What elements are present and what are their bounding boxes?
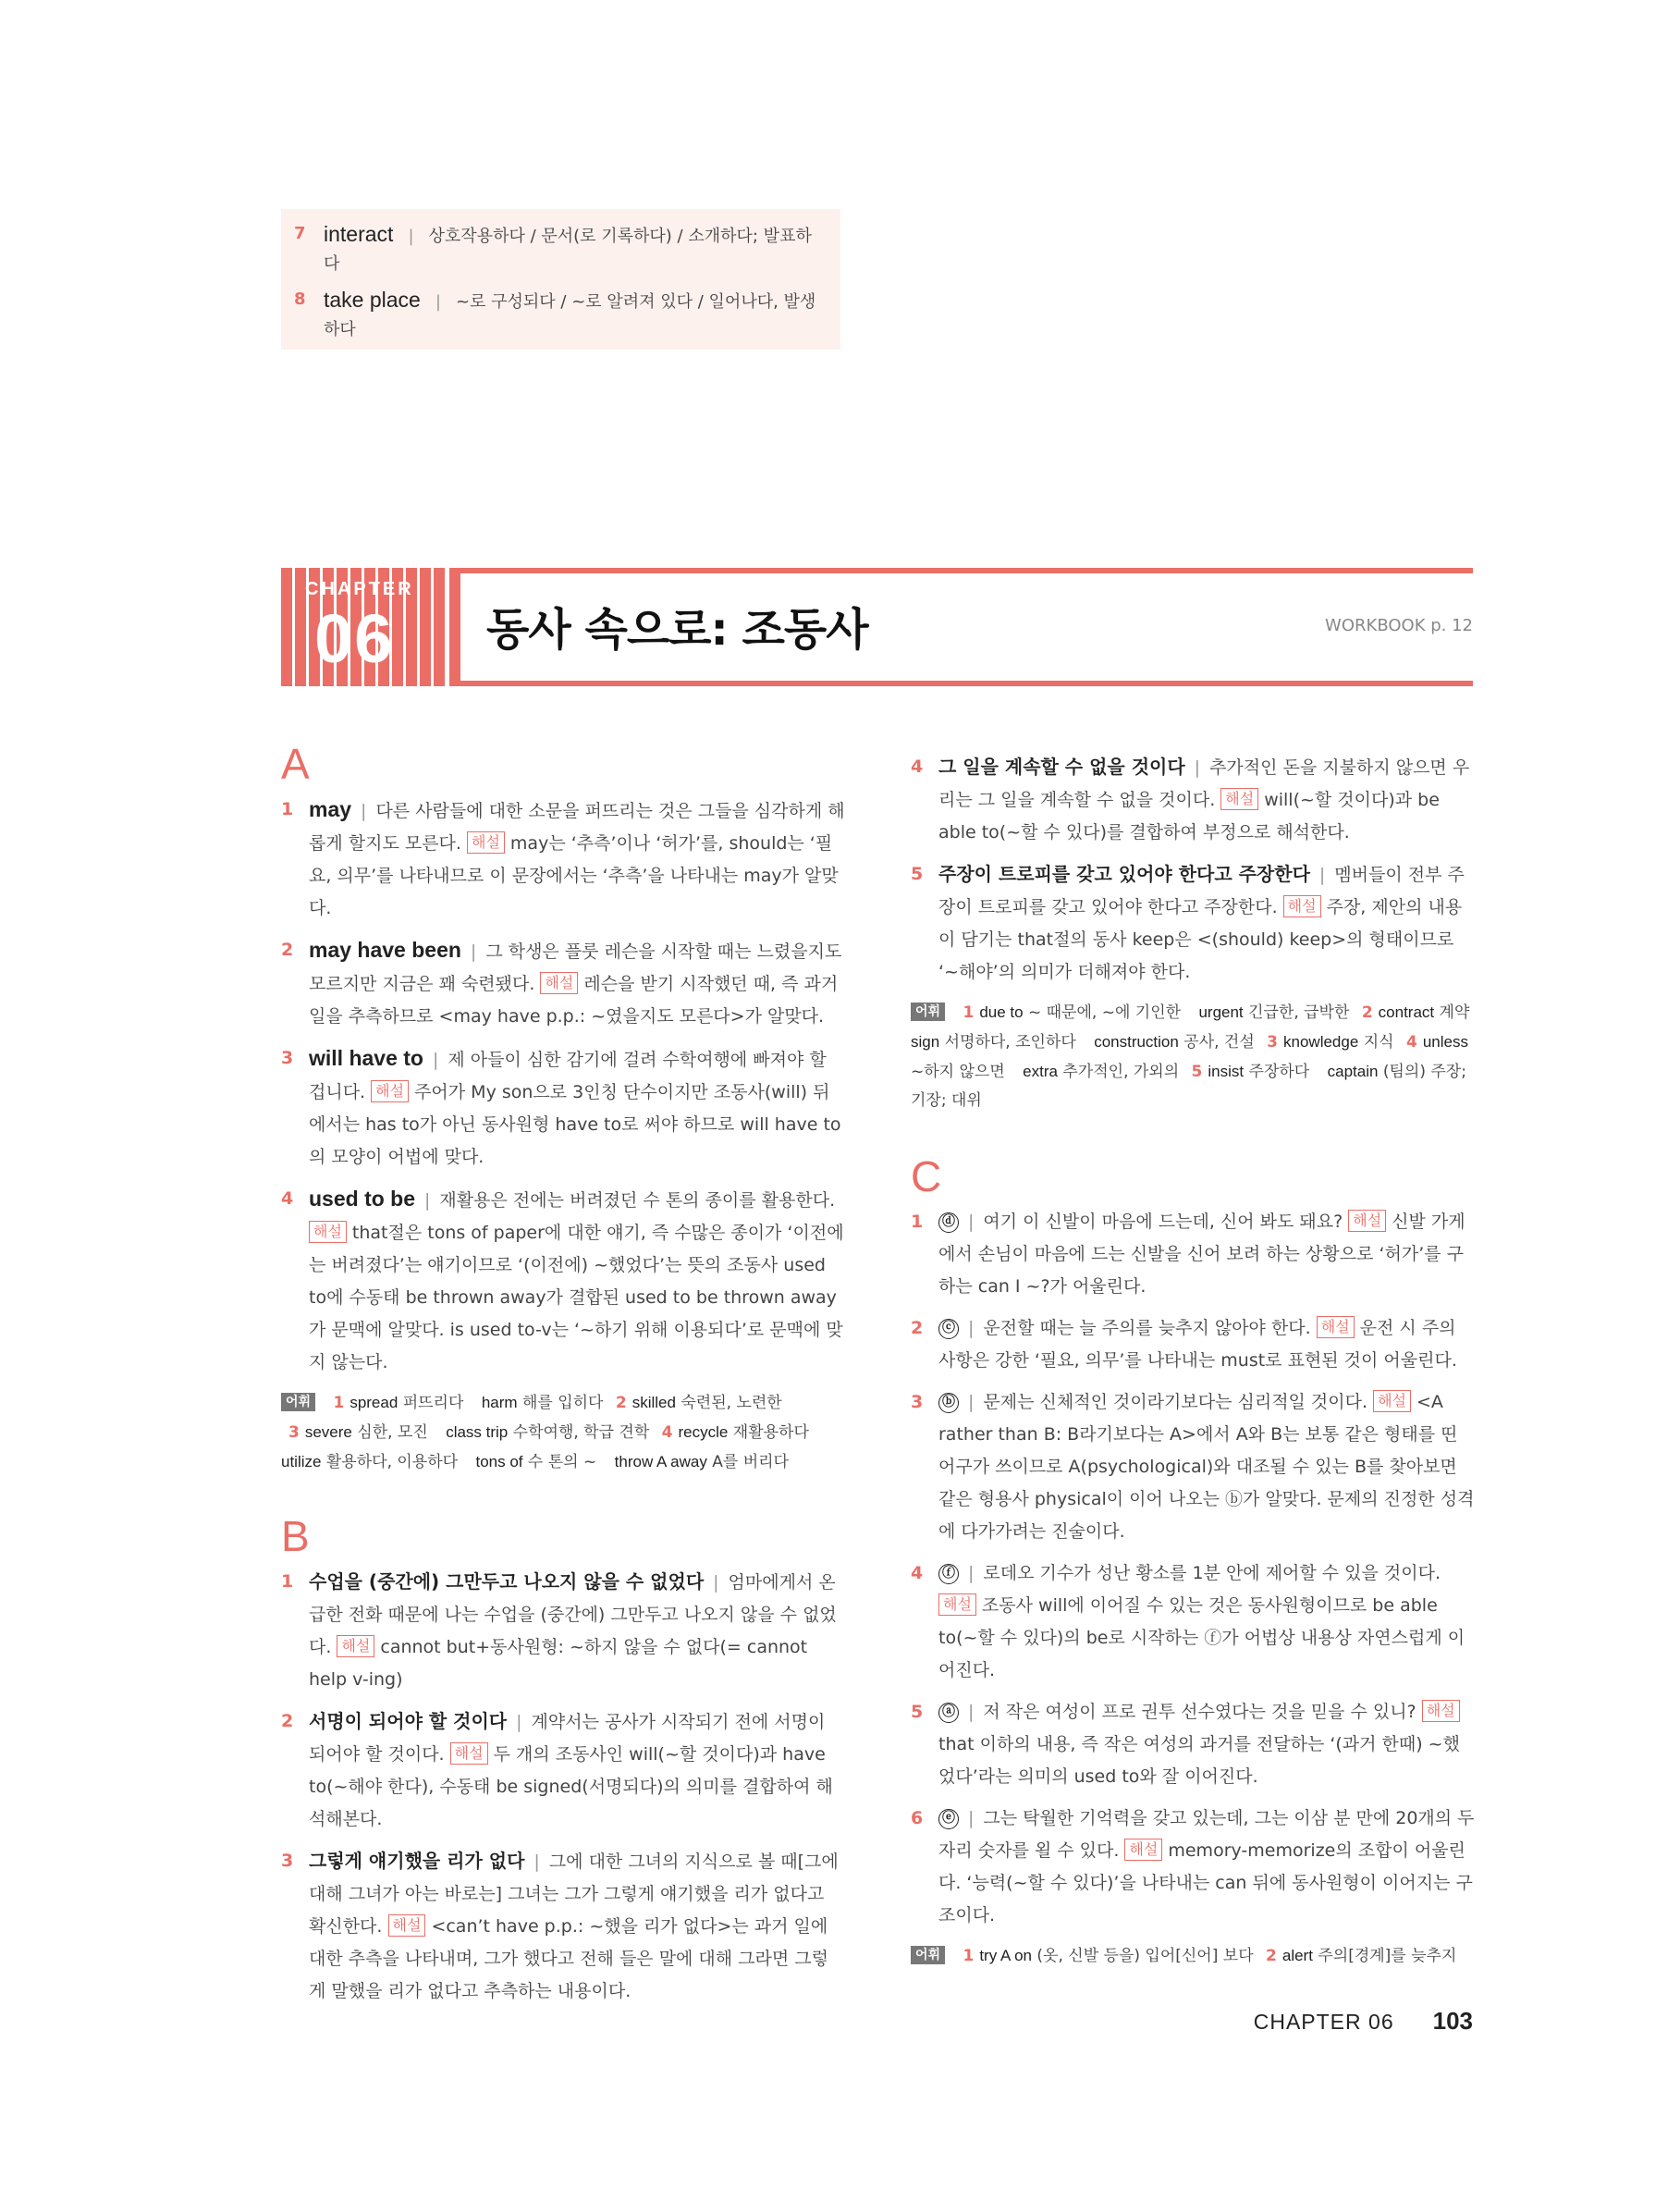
answer-item: 6 ⓔ | 그는 탁월한 기억력을 갖고 있는데, 그는 이삼 분 만에 20개의 두 자리 숫자를 욀 수 있다. 해설 memory-memorize의 조합이 어울린다. ‘능력(~할 수 있다)’을 나타내는 can 뒤에 동사원형이 이어지는 구조이다. bbox=[911, 1802, 1475, 1932]
vocab-term: alert bbox=[1281, 1947, 1313, 1964]
vocab-term: captain bbox=[1327, 1063, 1379, 1080]
item-number: 1 bbox=[281, 1571, 294, 1592]
item-translation: 운전할 때는 늘 주의를 늦추지 않아야 한다. bbox=[983, 1318, 1311, 1338]
chapter-label: CHAPTER bbox=[305, 579, 414, 599]
item-answer: 서명이 되어야 할 것이다 bbox=[309, 1710, 508, 1732]
vocab-tag: 어휘 bbox=[911, 1003, 945, 1021]
vocab-row: 7 interact | 상호작용하다 / 문서(로 기록하다) / 소개하다; 발표하다 bbox=[294, 220, 828, 278]
item-explanation: 주장, 제안의 내용이 담기는 that절의 동사 keep은 <(should) keep>의 형태이므로 ‘~해야’의 의미가 더해져야 한다. bbox=[938, 897, 1463, 982]
explain-tag: 해설 bbox=[938, 1593, 976, 1616]
vocab-term: extra bbox=[1023, 1063, 1058, 1080]
left-column bbox=[281, 740, 845, 2017]
item-translation: 그에 대한 그녀의 지식으로 볼 때[그에 대해 그녀가 아는 바로는] 그녀는 그가 그렇게 얘기했을 리가 없다고 확신한다. bbox=[309, 1852, 839, 1937]
vocab-tag: 어휘 bbox=[911, 1946, 945, 1964]
footer-chapter: CHAPTER 06 bbox=[1253, 2010, 1394, 2034]
vocab-term: class trip bbox=[446, 1423, 509, 1441]
chapter-badge bbox=[281, 568, 446, 686]
item-answer: will have to bbox=[309, 1046, 423, 1070]
vocab-term: due to bbox=[979, 1003, 1024, 1021]
item-explanation: cannot but+동사원형: ~하지 않을 수 없다(= cannot help v-ing) bbox=[309, 1637, 808, 1690]
page-number: 103 bbox=[1432, 2007, 1473, 2035]
item-explanation: that 이하의 내용, 즉 작은 여성의 과거를 전달하는 ‘(과거 한때) ~했었다’라는 의미의 used to와 잘 이어진다. bbox=[938, 1734, 1460, 1787]
explain-tag: 해설 bbox=[1317, 1316, 1355, 1338]
vocab-term: recycle bbox=[678, 1423, 729, 1441]
explain-tag: 해설 bbox=[1124, 1839, 1162, 1861]
answer-item: 4 used to be | 재활용은 전에는 버려졌던 수 톤의 종이를 활용한다. 해설 that절은 tons of paper에 대한 얘기, 즉 수많은 종이가 ‘이전에는 버려졌다’는 얘기이므로 ‘(이전에) ~했었다’는 뜻의 조동사 used to에 수동태 be thrown away가 결합된 used to be thrown away가 문맥에 알맞다. is used to-v는 ‘~하기 위해 이용되다’로 문맥에 맞지 않는다. bbox=[281, 1183, 845, 1379]
vocab-number: 7 bbox=[294, 224, 306, 243]
item-explanation: may는 ‘추측’이나 ‘허가’를, should는 ‘필요, 의무’를 나타내므로 이 문장에서는 ‘추측’을 나타내는 may가 알맞다. bbox=[309, 833, 839, 918]
explain-tag: 해설 bbox=[337, 1635, 374, 1657]
item-answer: ⓑ bbox=[938, 1393, 959, 1413]
explain-tag: 해설 bbox=[467, 831, 505, 854]
item-answer: may bbox=[309, 797, 352, 821]
section-c-heading: C bbox=[911, 1152, 942, 1200]
item-translation: 여기 이 신발이 마음에 드는데, 신어 봐도 돼요? bbox=[983, 1212, 1343, 1232]
vocab-list: 어휘 1 spread 퍼뜨리다 harm 해를 입히다 2 skilled 숙련된, 노련한 3 severe 심한, 모진 class trip 수학여행, 학급 견학 4 recycle 재활용하다 utilize 활용하다, 이용하다 tons of 수 톤의 ~ throw A away A를 버리다 bbox=[281, 1394, 809, 1471]
item-translation: 멤버들이 전부 주장이 트로피를 갖고 있어야 한다고 주장한다. bbox=[938, 865, 1465, 917]
item-translation: 제 아들이 심한 감기에 걸려 수학여행에 빠져야 할 겁니다. bbox=[309, 1050, 827, 1102]
answer-item: 2 may have been | 그 학생은 플룻 레슨을 시작할 때는 느렸을지도 모르지만 지금은 꽤 숙련됐다. 해설 레슨을 받기 시작했던 때, 즉 과거 일을 추측하므로 <may have p.p.: ~였을지도 모른다>가 알맞다. bbox=[281, 934, 845, 1033]
item-translation: 재활용은 전에는 버려졌던 수 톤의 종이를 활용한다. bbox=[439, 1190, 836, 1211]
item-number: 2 bbox=[911, 1318, 924, 1338]
vocab-tag: 어휘 bbox=[281, 1393, 315, 1411]
item-explanation: 운전 시 주의 사항은 강한 ‘필요, 의무’를 나타내는 must로 표현된 것이 어울린다. bbox=[938, 1318, 1457, 1371]
vocab-definition: 상호작용하다 / 문서(로 기록하다) / 소개하다; 발표하다 bbox=[324, 227, 812, 274]
vocab-list: 어휘 1 try A on (옷, 신발 등을) 입어[신어] 보다 2 alert 주의[경계]를 늦추지 bbox=[911, 1941, 1475, 1971]
explain-tag: 해설 bbox=[1348, 1210, 1386, 1232]
explain-tag: 해설 bbox=[371, 1080, 409, 1102]
answer-item: 1 ⓓ | 여기 이 신발이 마음에 드는데, 신어 봐도 돼요? 해설 신발 가게에서 손님이 마음에 드는 신발을 신어 보려 하는 상황으로 ‘허가’를 구하는 can I ~?가 어울린다. bbox=[911, 1206, 1475, 1303]
item-answer: ⓒ bbox=[938, 1319, 959, 1339]
answer-item: 4 ⓕ | 로데오 기수가 성난 황소를 1분 안에 제어할 수 있을 것이다. 해설 조동사 will에 이어질 수 있는 것은 동사원형이므로 be able to(~할 수 있다)의 be로 시작하는 ⓕ가 어법상 내용상 자연스럽게 이어진다. bbox=[911, 1557, 1475, 1687]
vocab-row: 8 take place | ~로 구성되다 / ~로 알려져 있다 / 일어나다, 발생하다 bbox=[294, 286, 828, 344]
item-answer: may have been bbox=[309, 938, 461, 962]
item-explanation: <can’t have p.p.: ~했을 리가 없다>는 과거 일에 대한 추측을 나타내며, 그가 했다고 전해 들은 말에 대해 그라면 그렇게 말했을 리가 없다고 추측하는 내용이다. bbox=[309, 1916, 828, 2001]
vocab-term: throw A away bbox=[614, 1453, 707, 1470]
page-footer bbox=[1254, 2007, 1473, 2036]
answer-item: 1 수업을 (중간에) 그만두고 나오지 않을 수 없었다 | 엄마에게서 온 급한 전화 때문에 나는 수업을 (중간에) 그만두고 나오지 않을 수 없었다. 해설 cannot but+동사원형: ~하지 않을 수 없다(= cannot help v-ing) bbox=[281, 1566, 845, 1696]
explain-tag: 해설 bbox=[1220, 788, 1258, 810]
item-translation: 다른 사람들에 대한 소문을 퍼뜨리는 것은 그들을 심각하게 해롭게 할지도 모른다. bbox=[309, 801, 845, 854]
item-translation: 저 작은 여성이 프로 권투 선수였다는 것을 믿을 수 있니? bbox=[983, 1702, 1416, 1722]
item-answer: ⓐ bbox=[938, 1703, 959, 1723]
answer-item: 3 ⓑ | 문제는 신체적인 것이라기보다는 심리적일 것이다. 해설 <A rather than B: B라기보다는 A>에서 A와 B는 보통 같은 형태를 띤 어구가 쓰이므로 A(psychological)와 대조될 수 있는 B를 찾아보면 같은 형용사 physical이 이어 나오는 ⓑ가 알맞다. 문제의 진정한 성격에 다가가려는 진술이다. bbox=[911, 1386, 1475, 1548]
answer-item: 2 서명이 되어야 할 것이다 | 계약서는 공사가 시작되기 전에 서명이 되어야 할 것이다. 해설 두 개의 조동사인 will(~할 것이다)과 have to(~해야 한다), 수동태 be signed(서명되다)의 의미를 결합하여 해석해본다. bbox=[281, 1705, 845, 1836]
item-explanation: 조동사 will에 이어질 수 있는 것은 동사원형이므로 be able to(~할 수 있다)의 be로 시작하는 ⓕ가 어법상 내용상 자연스럽게 이어진다. bbox=[938, 1595, 1465, 1680]
item-answer: 그렇게 얘기했을 리가 없다 bbox=[309, 1850, 525, 1872]
answer-item: 1 may | 다른 사람들에 대한 소문을 퍼뜨리는 것은 그들을 심각하게 해롭게 할지도 모른다. 해설 may는 ‘추측’이나 ‘허가’를, should는 ‘필요, 의무’를 나타내므로 이 문장에서는 ‘추측’을 나타내는 may가 알맞다. bbox=[281, 794, 845, 925]
item-explanation: memory-memorize의 조합이 어울린다. ‘능력(~할 수 있다)’을 나타내는 can 뒤에 동사원형이 이어지는 구조이다. bbox=[938, 1840, 1473, 1925]
item-number: 1 bbox=[281, 799, 294, 819]
item-number: 4 bbox=[911, 1563, 924, 1583]
vocab-definition: ~로 구성되다 / ~로 알려져 있다 / 일어나다, 발생하다 bbox=[324, 292, 816, 339]
item-number: 3 bbox=[911, 1392, 924, 1412]
item-number: 4 bbox=[281, 1188, 294, 1209]
item-explanation: 주어가 My son으로 3인칭 단수이지만 조동사(will) 뒤에서는 has to가 아닌 동사원형 have to로 써야 하므로 will have to의 모양이 어법에 맞다. bbox=[309, 1082, 841, 1167]
vocab-term: spread bbox=[349, 1394, 399, 1411]
item-answer: ⓔ bbox=[938, 1809, 959, 1829]
answer-item: 3 그렇게 얘기했을 리가 없다 | 그에 대한 그녀의 지식으로 볼 때[그에 대해 그녀가 아는 바로는] 그녀는 그가 그렇게 얘기했을 리가 없다고 확신한다. 해설 <can’t have p.p.: ~했을 리가 없다>는 과거 일에 대한 추측을 나타내며, 그가 했다고 전해 들은 말에 대해 그라면 그렇게 말했을 리가 없다고 추측하는 내용이다. bbox=[281, 1845, 845, 2008]
vocab-list: 어휘 1 due to ~ 때문에, ~에 기인한 urgent 긴급한, 급박한 2 contract 계약 sign 서명하다, 조인하다 construction 공사, 건설 3 knowledge 지식 4 unless ~하지 않으면 extra 추가적인, 가외의 5 insist 주장하다 captain (팀의) 주장; 기장; 대위 bbox=[911, 1003, 1470, 1110]
explain-tag: 해설 bbox=[1283, 895, 1321, 917]
vocab-word: take place bbox=[324, 288, 421, 312]
right-column bbox=[911, 751, 1475, 1980]
item-answer: 주장이 트로피를 갖고 있어야 한다고 주장한다 bbox=[938, 863, 1310, 885]
vocab-term: unless bbox=[1422, 1033, 1468, 1051]
vocab-term: contract bbox=[1378, 1003, 1435, 1021]
item-explanation: that절은 tons of paper에 대한 얘기, 즉 수많은 종이가 ‘이전에는 버려졌다’는 얘기이므로 ‘(이전에) ~했었다’는 뜻의 조동사 used to에 수동태 be thrown away가 결합된 used to be thrown away가 문맥에 알맞다. is used to-v는 ‘~하기 위해 이용되다’로 문맥에 맞지 않는다. bbox=[309, 1223, 844, 1372]
section-a-heading: A bbox=[281, 740, 310, 788]
item-answer: 그 일을 계속할 수 없을 것이다 bbox=[938, 756, 1185, 778]
answer-item: 5 ⓐ | 저 작은 여성이 프로 권투 선수였다는 것을 믿을 수 있니? 해설that 이하의 내용, 즉 작은 여성의 과거를 전달하는 ‘(과거 한때) ~했었다’라는 의미의 used to와 잘 이어진다. bbox=[911, 1696, 1475, 1793]
item-answer: used to be bbox=[309, 1187, 416, 1211]
explain-tag: 해설 bbox=[388, 1914, 426, 1937]
item-explanation: <A rather than B: B라기보다는 A>에서 A와 B는 보통 같은 형태를 띤 어구가 쓰이므로 A(psychological)와 대조될 수 있는 B를 찾아보면 같은 형용사 physical이 이어 나오는 ⓑ가 알맞다. 문제의 진정한 성격에 다가가려는 진술이다. bbox=[938, 1392, 1475, 1542]
vocab-term: try A on bbox=[979, 1947, 1033, 1964]
item-explanation: 두 개의 조동사인 will(~할 것이다)과 have to(~해야 한다), 수동태 be signed(서명되다)의 의미를 결합하여 해석해본다. bbox=[309, 1744, 833, 1829]
explain-tag: 해설 bbox=[1373, 1390, 1411, 1412]
explain-tag: 해설 bbox=[450, 1742, 488, 1765]
section-b-heading: B bbox=[281, 1512, 310, 1560]
item-translation: 엄마에게서 온 급한 전화 때문에 나는 수업을 (중간에) 그만두고 나오지 않을 수 없었다. bbox=[309, 1572, 837, 1657]
item-number: 4 bbox=[911, 757, 924, 777]
vocab-box bbox=[281, 209, 840, 350]
explain-tag: 해설 bbox=[540, 972, 578, 994]
item-number: 2 bbox=[281, 940, 294, 960]
vocab-term: tons of bbox=[475, 1453, 523, 1470]
item-answer: ⓕ bbox=[938, 1564, 959, 1584]
answer-item: 2 ⓒ | 운전할 때는 늘 주의를 늦추지 않아야 한다. 해설 운전 시 주의 사항은 강한 ‘필요, 의무’를 나타내는 must로 표현된 것이 어울린다. bbox=[911, 1312, 1475, 1377]
item-number: 1 bbox=[911, 1212, 924, 1232]
item-explanation: will(~할 것이다)과 be able to(~할 수 있다)를 결합하여 부정으로 해석한다. bbox=[938, 790, 1440, 843]
item-translation: 로데오 기수가 성난 황소를 1분 안에 제어할 수 있을 것이다. bbox=[983, 1563, 1441, 1583]
item-number: 2 bbox=[281, 1711, 294, 1731]
vocab-term: construction bbox=[1094, 1033, 1179, 1051]
vocab-term: severe bbox=[304, 1423, 352, 1441]
chapter-title: 동사 속으로: 조동사 bbox=[486, 604, 868, 656]
vocab-term: knowledge bbox=[1283, 1033, 1359, 1051]
answer-item: 5 주장이 트로피를 갖고 있어야 한다고 주장한다 | 멤버들이 전부 주장이 트로피를 갖고 있어야 한다고 주장한다. 해설 주장, 제안의 내용이 담기는 that절의 동사 keep은 <(should) keep>의 형태이므로 ‘~해야’의 의미가 더해져야 한다. bbox=[911, 858, 1475, 989]
item-number: 5 bbox=[911, 1702, 924, 1722]
item-translation: 그는 탁월한 기억력을 갖고 있는데, 그는 이삼 분 만에 20개의 두 자리 숫자를 욀 수 있다. bbox=[938, 1808, 1475, 1861]
vocab-term: harm bbox=[481, 1394, 518, 1411]
vocab-term: skilled bbox=[632, 1394, 676, 1411]
item-number: 3 bbox=[281, 1851, 294, 1871]
vocab-term: insist bbox=[1208, 1063, 1245, 1080]
item-translation: 그 학생은 플룻 레슨을 시작할 때는 느렸을지도 모르지만 지금은 꽤 숙련됐다. bbox=[309, 941, 842, 994]
workbook-reference: WORKBOOK p. 12 bbox=[1325, 616, 1473, 635]
item-translation: 추가적인 돈을 지불하지 않으면 우리는 그 일을 계속할 수 없을 것이다. bbox=[938, 757, 1470, 810]
answer-item: 3 will have to | 제 아들이 심한 감기에 걸려 수학여행에 빠져야 할 겁니다. 해설 주어가 My son으로 3인칭 단수이지만 조동사(will) 뒤에서는 has to가 아닌 동사원형 have to로 써야 하므로 will have to의 모양이 어법에 맞다. bbox=[281, 1042, 845, 1174]
item-number: 5 bbox=[911, 864, 924, 884]
explain-tag: 해설 bbox=[309, 1221, 347, 1243]
answer-item: 4 그 일을 계속할 수 없을 것이다 | 추가적인 돈을 지불하지 않으면 우리는 그 일을 계속할 수 없을 것이다. 해설 will(~할 것이다)과 be able to(~할 수 있다)를 결합하여 부정으로 해석한다. bbox=[911, 751, 1475, 849]
item-explanation: 신발 가게에서 손님이 마음에 드는 신발을 신어 보려 하는 상황으로 ‘허가’를 구하는 can I ~?가 어울린다. bbox=[938, 1212, 1465, 1297]
vocab-term: urgent bbox=[1198, 1003, 1244, 1021]
item-translation: 문제는 신체적인 것이라기보다는 심리적일 것이다. bbox=[983, 1392, 1368, 1412]
chapter-header bbox=[281, 568, 1473, 686]
vocab-word: interact bbox=[324, 222, 394, 246]
item-number: 6 bbox=[911, 1808, 924, 1828]
item-answer: 수업을 (중간에) 그만두고 나오지 않을 수 없었다 bbox=[309, 1570, 705, 1593]
item-explanation: 레슨을 받기 시작했던 때, 즉 과거 일을 추측하므로 <may have p.p.: ~였을지도 모른다>가 알맞다. bbox=[309, 974, 839, 1027]
item-translation: 계약서는 공사가 시작되기 전에 서명이 되어야 할 것이다. bbox=[309, 1712, 826, 1765]
explain-tag: 해설 bbox=[1422, 1700, 1460, 1722]
chapter-number: 06 bbox=[314, 600, 395, 677]
vocab-number: 8 bbox=[294, 289, 306, 309]
item-answer: ⓓ bbox=[938, 1212, 959, 1233]
item-number: 3 bbox=[281, 1048, 294, 1068]
vocab-term: utilize bbox=[281, 1453, 322, 1470]
vocab-term: sign bbox=[911, 1033, 940, 1051]
